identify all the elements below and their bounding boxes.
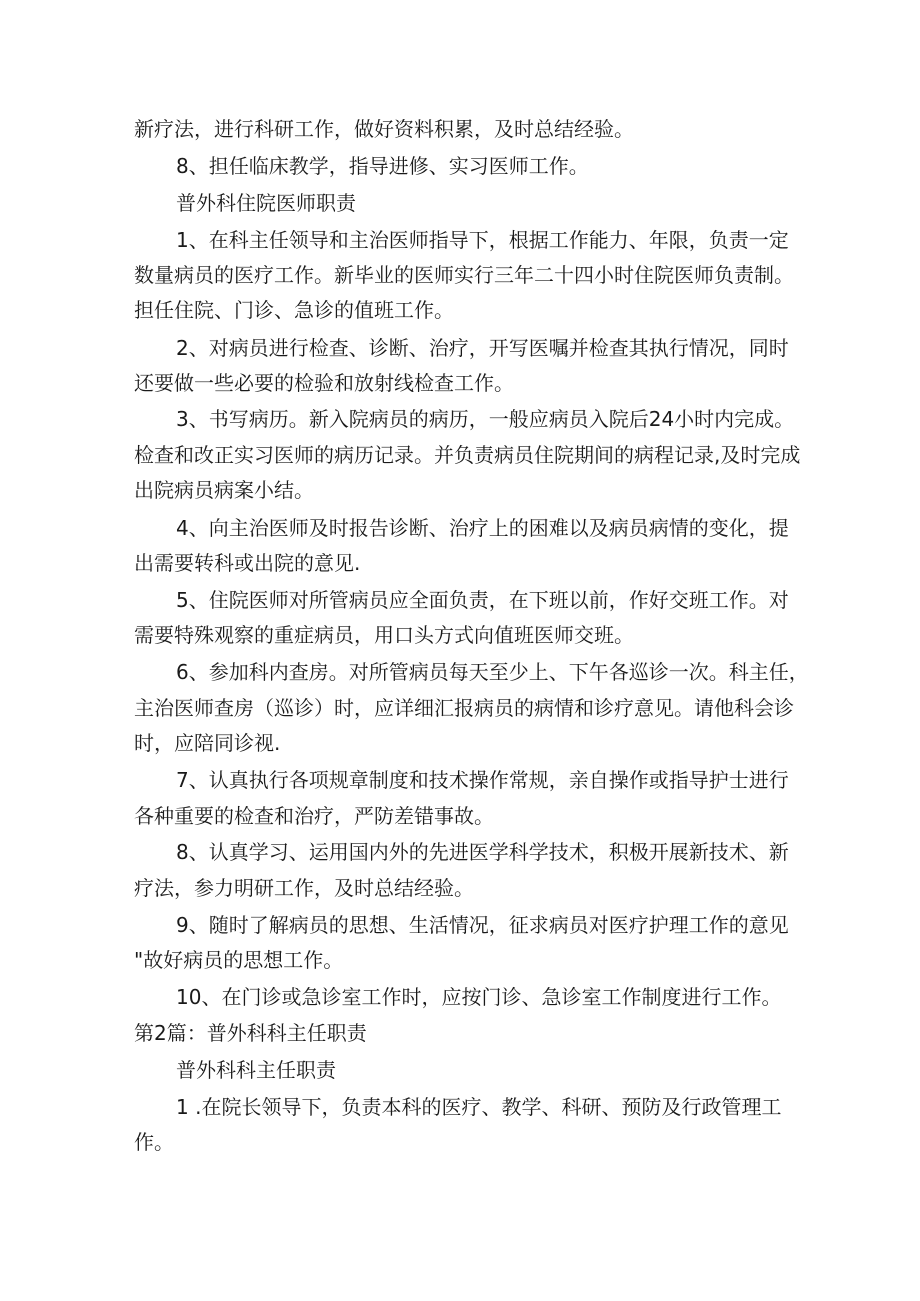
- text-line: 数量病员的医疗工作。新毕业的医师实行三年二十四小时住院医师负责制。: [134, 263, 794, 287]
- text-line: 还要做一些必要的检验和放射线检查工作。: [134, 371, 514, 395]
- list-item: 2、对病员进行检查、诊断、治疗，开写医嘱并检查其执行情况，同时: [176, 336, 789, 360]
- text-line: "故好病员的思想工作。: [134, 948, 344, 972]
- list-item: 6、参加科内查房。对所管病员每天至少上、下午各巡诊一次。科主任，: [176, 660, 809, 684]
- list-item: 8、担任临床教学，指导进修、实习医师工作。: [176, 154, 589, 178]
- chapter-heading: 第2篇：普外科科主任职责: [134, 1021, 367, 1045]
- text-line: 疗法，参力明研工作，及时总结经验。: [134, 876, 474, 900]
- list-item: 1 .在院长领导下，负责本科的医疗、教学、科研、预防及行政管理工: [176, 1095, 782, 1119]
- text-line: 检查和改正实习医师的病历记录。并负责病员住院期间的病程记录,及时完成: [134, 443, 801, 467]
- list-item: 7、认真执行各项规章制度和技术操作常规，亲自操作或指导护士进行: [176, 768, 789, 792]
- text-line: 担任住院、门诊、急诊的值班工作。: [134, 298, 454, 322]
- list-item: 5、住院医师对所管病员应全面负责，在下班以前，作好交班工作。对: [176, 588, 789, 612]
- text-line: 新疗法，进行科研工作，做好资料积累，及时总结经验。: [134, 117, 634, 141]
- section-heading: 普外科住院医师职责: [176, 191, 356, 215]
- text-line: 时，应陪同诊视.: [134, 731, 281, 755]
- list-item: 1、在科主任领导和主治医师指导下，根据工作能力、年限，负责一定: [176, 228, 789, 252]
- text-line: 出院病员病案小结。: [134, 478, 314, 502]
- list-item: 8、认真学习、运用国内外的先进医学科学技术，积极开展新技术、新: [176, 840, 789, 864]
- section-heading: 普外科科主任职责: [176, 1058, 336, 1082]
- list-item: 9、随时了解病员的思想、生活情况，征求病员对医疗护理工作的意见: [176, 913, 789, 937]
- text-line: 各种重要的检查和治疗，严防差错事故。: [134, 804, 494, 828]
- list-item: 4、向主治医师及时报告诊断、治疗上的困难以及病员病情的变化，提: [176, 516, 789, 540]
- list-item: 3、书写病历。新入院病员的病历，一般应病员入院后24小时内完成。: [176, 407, 795, 431]
- text-line: 需要特殊观察的重症病员，用口头方式向值班医师交班。: [134, 623, 634, 647]
- text-line: 出需要转科或出院的意见.: [134, 551, 361, 575]
- text-line: 主治医师查房（巡诊）时，应详细汇报病员的病情和诊疗意见。请他科会诊: [134, 696, 794, 720]
- list-item: 10、在门诊或急诊室工作时，应按门诊、急诊室工作制度进行工作。: [176, 985, 782, 1009]
- text-line: 作。: [134, 1130, 174, 1154]
